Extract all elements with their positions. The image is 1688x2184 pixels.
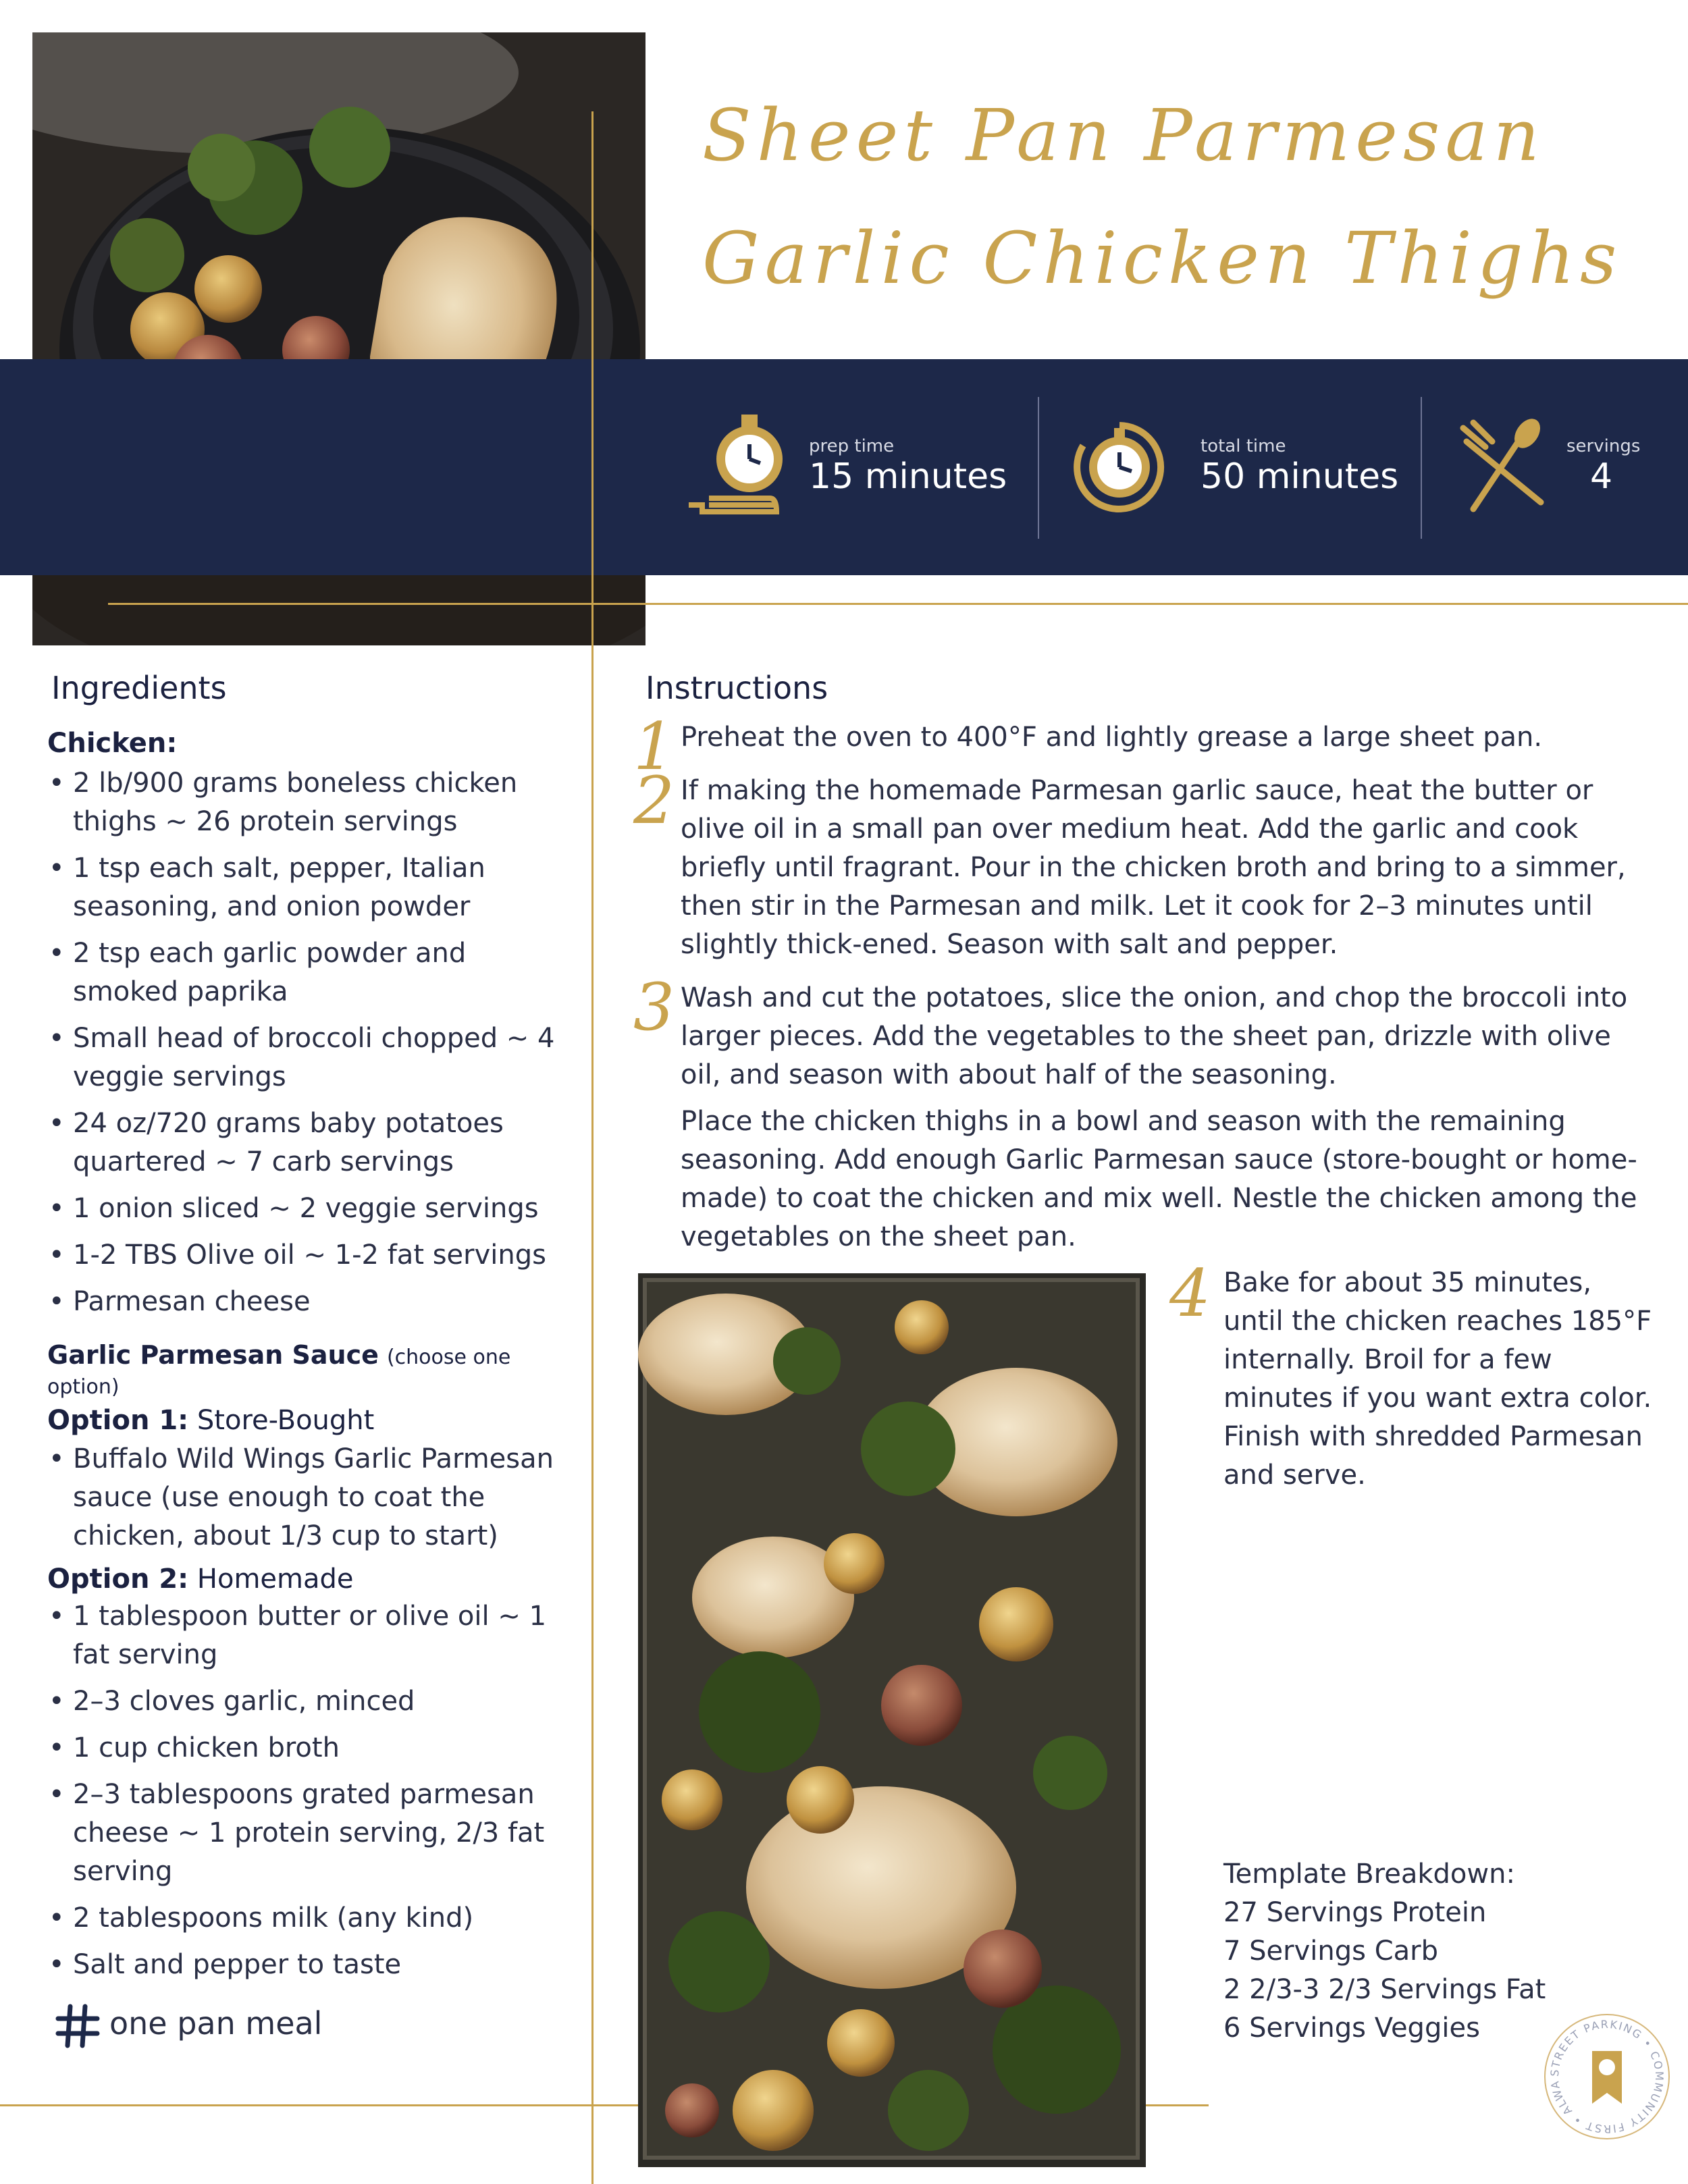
step-text: If making the homemade Parmesan garlic sauce, heat the butter or olive oil in a small pan over medium heat. Add the garlic and cook briefly until fragrant. Pour in the chicken broth and bring to a simmer, then stir in the Parmesan and milk. Let it cook for 2–3 minutes until slightly thick-ened. Season with salt and pepper.	[681, 775, 1626, 960]
sheet-pan-photo	[638, 1273, 1146, 2167]
option-2-list	[47, 1597, 587, 1984]
sauce-heading: Garlic Parmesan Sauce	[47, 1340, 379, 1370]
breakdown-item: 6 Servings Veggies	[1223, 2013, 1480, 2044]
option-1-name: Store-Bought	[196, 1405, 375, 1436]
step-text: Preheat the oven to 400°F and lightly grease a large sheet pan.	[681, 722, 1543, 753]
option-2-line	[47, 1564, 587, 1595]
chicken-ingredient-list	[47, 764, 574, 1321]
ingredient-item: • Buffalo Wild Wings Garlic Parmesan sauce (use enough to coat the chicken, about 1/3 cup to start)	[47, 1440, 574, 1555]
ingredient-item: • 24 oz/720 grams baby potatoes quartered ~ 7 carb servings	[47, 1104, 574, 1181]
breakdown-item: 27 Servings Protein	[1223, 1897, 1487, 1928]
recipe-title-line-1: Sheet Pan Parmesan	[702, 94, 1545, 177]
tag-label: one pan meal	[109, 2005, 323, 2042]
option-1-line	[47, 1405, 587, 1436]
stats-divider	[1421, 397, 1422, 539]
ingredient-item: • Parmesan cheese	[47, 1283, 574, 1321]
ingredients-column	[47, 728, 587, 1992]
step-number: 3	[633, 969, 675, 1045]
ingredients-heading: Ingredients	[51, 670, 227, 706]
ingredient-item: • Salt and pepper to taste	[47, 1946, 587, 1984]
recipe-title-line-2: Garlic Chicken Thighs	[702, 217, 1623, 300]
servings-value: 4	[1590, 456, 1613, 497]
prep-time-value: 15 minutes	[809, 456, 1007, 497]
ingredient-item: • 2–3 tablespoons grated parmesan cheese ~ 1 protein serving, 2/3 fat serving	[47, 1776, 587, 1891]
prep-time-label: prep time	[809, 436, 895, 456]
step-number: 4	[1169, 1256, 1211, 1331]
option-2-name: Homemade	[196, 1564, 354, 1595]
ingredient-item: • Small head of broccoli chopped ~ 4 veggie servings	[47, 1019, 574, 1096]
servings-label: servings	[1566, 436, 1641, 456]
fork-spoon-knife-icon	[1453, 415, 1554, 516]
breakdown-item: 7 Servings Carb	[1223, 1936, 1438, 1967]
total-time-value: 50 minutes	[1201, 456, 1399, 497]
street-parking-seal	[1539, 2009, 1674, 2144]
stopwatch-pan-icon	[675, 410, 790, 525]
sauce-subheading	[47, 1340, 587, 1400]
step-number: 1	[633, 709, 675, 784]
ingredient-item: • 1 tsp each salt, pepper, Italian seasoning, and onion powder	[47, 849, 574, 926]
ingredient-item: • 1 tablespoon butter or olive oil ~ 1 fat serving	[47, 1597, 587, 1674]
chicken-subheading: Chicken:	[47, 728, 178, 759]
step-number: 2	[633, 763, 675, 838]
recipe-title	[702, 74, 1661, 320]
ingredient-item: • 1-2 TBS Olive oil ~ 1-2 fat servings	[47, 1236, 574, 1275]
hashtag-icon	[54, 2002, 101, 2050]
gold-rule-horizontal	[108, 603, 1688, 605]
ingredient-item: • 1 onion sliced ~ 2 veggie servings	[47, 1190, 574, 1228]
option-2-label: Option 2:	[47, 1564, 189, 1595]
breakdown-item: 2 2/3-3 2/3 Servings Fat	[1223, 1974, 1546, 2005]
option-1-label: Option 1:	[47, 1405, 189, 1436]
instructions-heading: Instructions	[645, 670, 828, 706]
step-text: Place the chicken thighs in a bowl and season with the remaining seasoning. Add enough Garlic Parmesan sauce (store-bought or home-made) to coat the chicken and mix well. Nestle the chicken among the vegetables on the sheet pan.	[681, 1106, 1637, 1252]
stats-divider	[1038, 397, 1039, 539]
gold-rule-vertical	[591, 111, 594, 2184]
ingredient-item: • 2 tablespoons milk (any kind)	[47, 1899, 587, 1938]
seal-text: STREET PARKING • COMMUNITY FIRST • ALWA	[1548, 2017, 1666, 2136]
breakdown-heading: Template Breakdown:	[1223, 1859, 1515, 1890]
sauce-note: (choose one option)	[47, 1346, 511, 1399]
ingredient-item: • 2 lb/900 grams boneless chicken thighs ~ 26 protein servings	[47, 764, 574, 841]
option-1-list	[47, 1440, 574, 1555]
ingredient-item: • 1 cup chicken broth	[47, 1729, 587, 1767]
total-time-label: total time	[1201, 436, 1286, 456]
stopwatch-icon	[1072, 413, 1167, 514]
step-text: Bake for about 35 minutes, until the chicken reaches 185°F internally. Broil for a few minutes if you want extra color. Finish with shredded Parmesan and serve.	[1223, 1267, 1652, 1491]
ingredient-item: • 2–3 cloves garlic, minced	[47, 1682, 587, 1721]
ingredient-item: • 2 tsp each garlic powder and smoked paprika	[47, 934, 574, 1011]
step-text: Wash and cut the potatoes, slice the onion, and chop the broccoli into larger pieces. Add the vegetables to the sheet pan, drizzle with olive oil, and season with about half of the seasoning.	[681, 982, 1628, 1090]
